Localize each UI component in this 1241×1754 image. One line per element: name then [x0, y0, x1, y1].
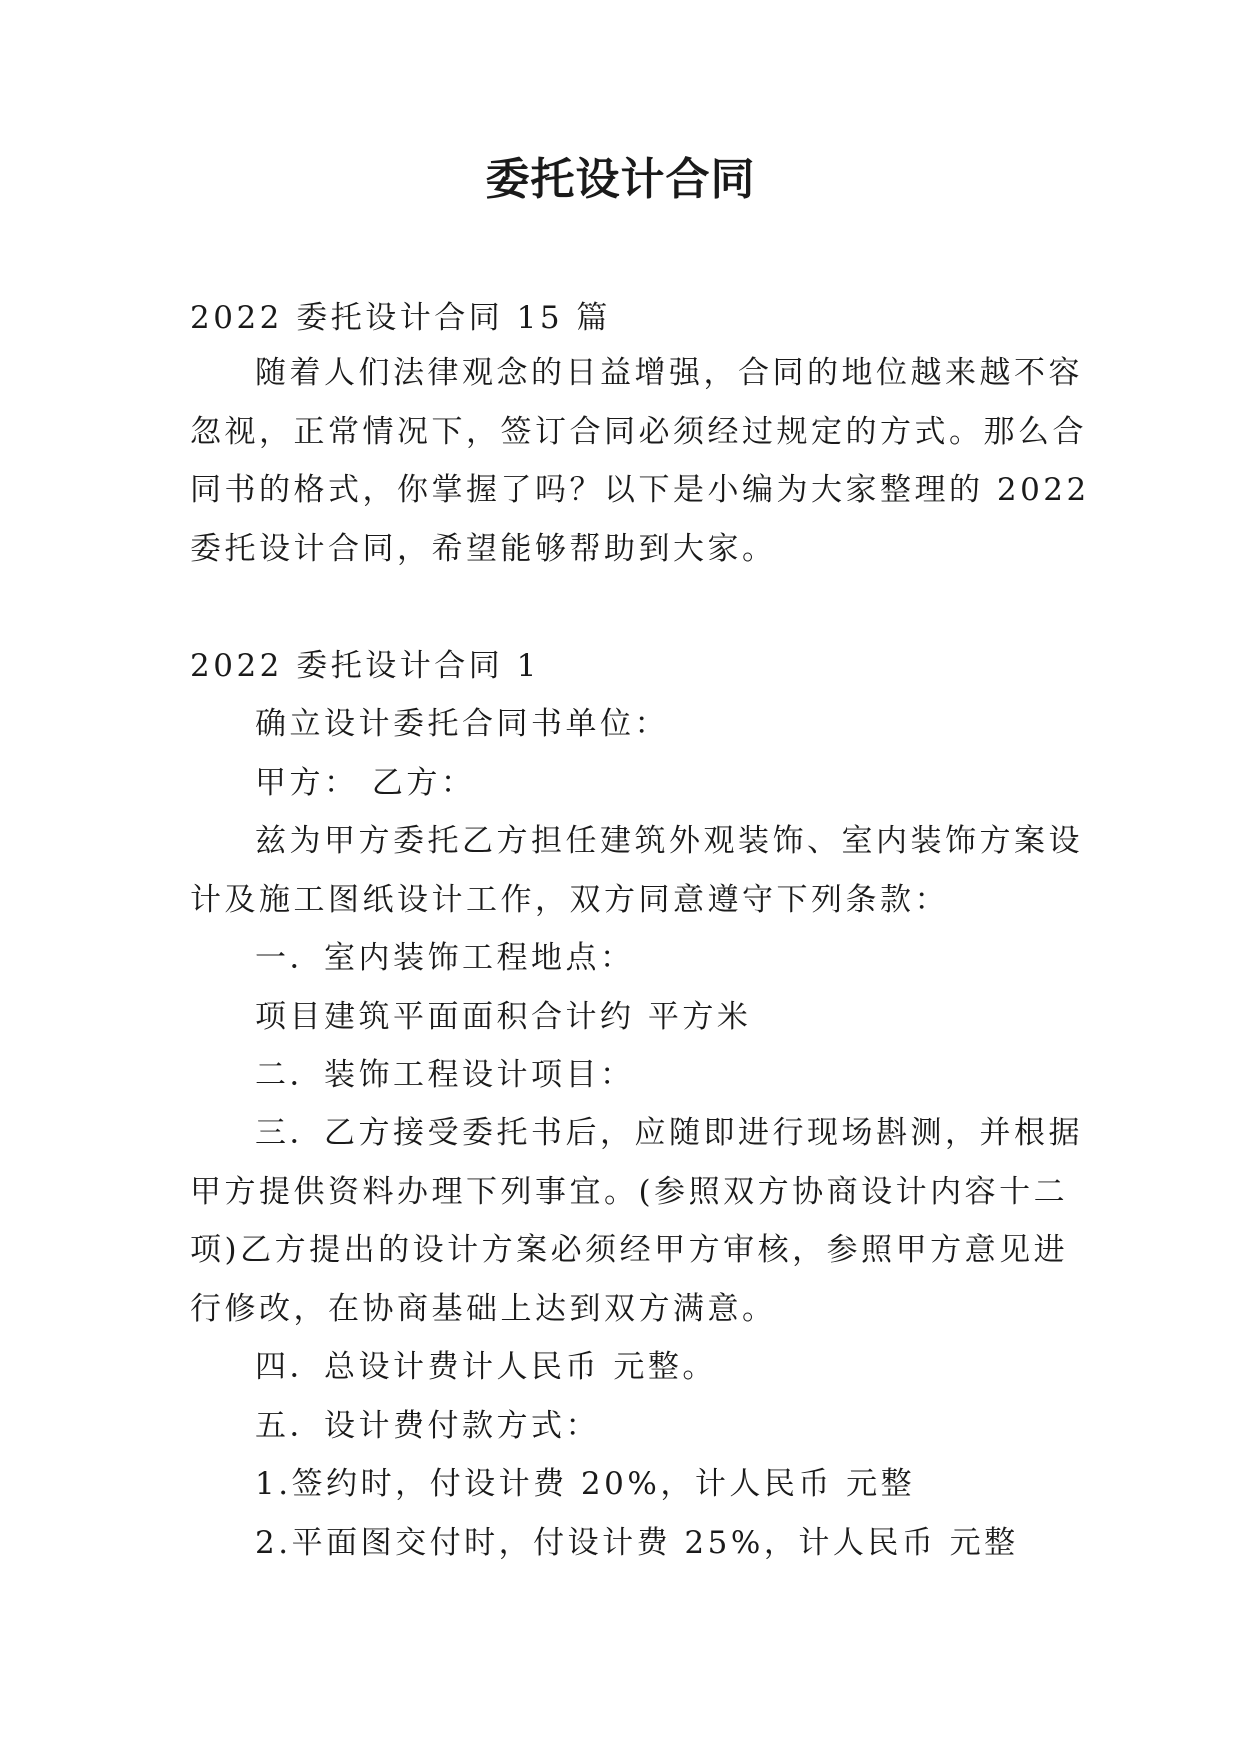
contract-line: 兹为甲方委托乙方担任建筑外观装饰、室内装饰方案设: [255, 823, 1083, 859]
contract-line: 三．乙方接受委托书后，应随即进行现场斟测，并根据: [255, 1115, 1083, 1151]
document-title: 委托设计合同: [485, 154, 756, 205]
intro-paragraph-line: 忽视，正常情况下，签订合同必须经过规定的方式。那么合: [190, 414, 1087, 450]
contract-line: 五．设计费付款方式：: [255, 1408, 600, 1444]
section-heading: 2022 委托设计合同 1: [190, 648, 540, 684]
contract-line: 项)乙方提出的设计方案必须经甲方审核，参照甲方意见进: [190, 1232, 1069, 1268]
contract-line: 甲方提供资料办理下列事宜。(参照双方协商设计内容十二: [190, 1174, 1069, 1210]
contract-line: 1.签约时，付设计费 20%，计人民币 元整: [255, 1466, 916, 1502]
contract-line: 项目建筑平面面积合计约 平方米: [255, 999, 752, 1035]
intro-paragraph-line: 委托设计合同，希望能够帮助到大家。: [190, 531, 777, 567]
contract-line: 2.平面图交付时，付设计费 25%，计人民币 元整: [255, 1525, 1019, 1561]
contract-line: 二．装饰工程设计项目：: [255, 1057, 635, 1093]
contract-line: 甲方： 乙方：: [255, 765, 476, 801]
contract-line: 确立设计委托合同书单位：: [255, 706, 669, 742]
contract-line: 行修改，在协商基础上达到双方满意。: [190, 1291, 777, 1327]
intro-paragraph-line: 同书的格式，你掌握了吗？以下是小编为大家整理的 2022: [190, 472, 1090, 508]
contract-line: 一．室内装饰工程地点：: [255, 940, 635, 976]
contract-line: 四．总设计费计人民币 元整。: [255, 1349, 717, 1385]
subtitle-heading: 2022 委托设计合同 15 篇: [190, 300, 611, 336]
contract-line: 计及施工图纸设计工作，双方同意遵守下列条款：: [190, 882, 949, 918]
intro-paragraph-line: 随着人们法律观念的日益增强，合同的地位越来越不容: [255, 355, 1083, 391]
